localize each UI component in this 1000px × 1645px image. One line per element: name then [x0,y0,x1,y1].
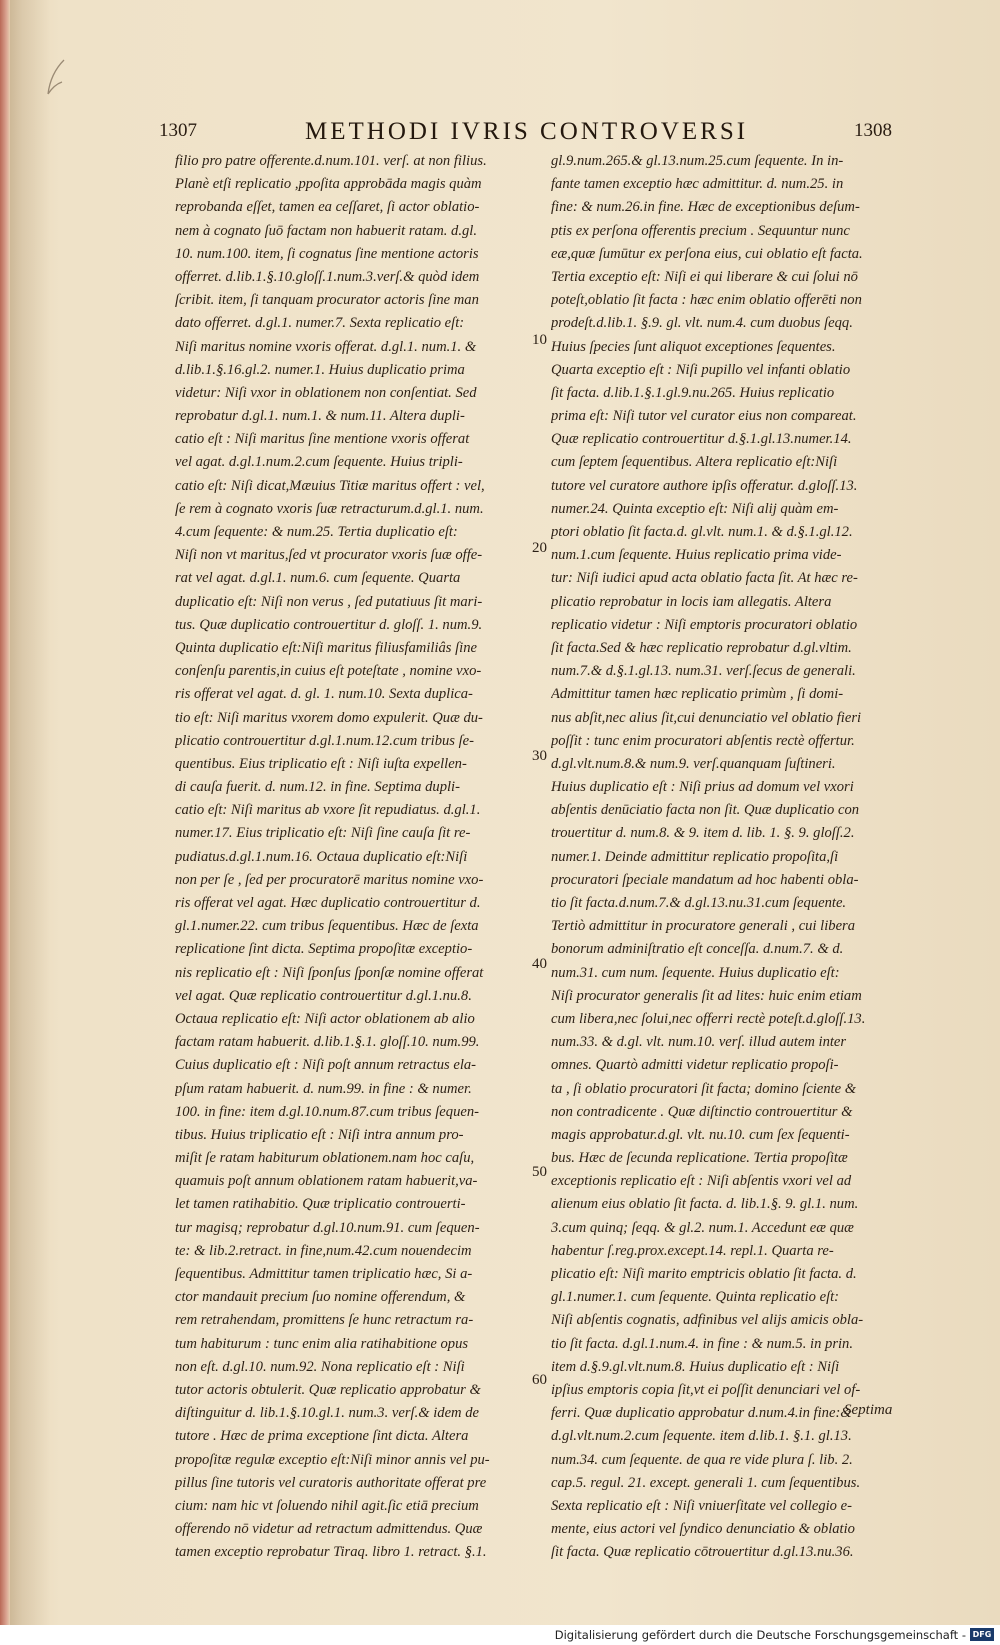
left-folio-number: 1307 [159,120,197,141]
text-line: tio ſit facta. d.gl.1.num.4. in fine : & num.5. in prin. [551,1335,854,1352]
text-line: poteſt,oblatio ſit facta : hæc enim oblatio offerēti non [551,292,862,309]
text-line: numer.24. Quinta exceptio eſt: Niſi alij quàm em- [551,500,839,517]
text-line: fante tamen exceptio hæc admittitur. d. num.25. in [551,176,844,193]
text-line: vel agat. Quæ replicatio controuertitur d.gl.1.nu.8. [175,987,472,1004]
text-line: tutor actoris obtulerit. Quæ replicatio approbatur & [175,1381,481,1398]
text-line: ctor mandauit precium ſuo nomine offerendum, & [175,1289,466,1306]
text-line: di cauſa fuerit. d. num.12. in fine. Septima dupli- [175,779,460,796]
text-line: exceptionis replicatio eſt : Niſi abſentis vxori vel ad [551,1173,852,1190]
text-line: fine: & num.26.in fine. Hæc de exceptionibus deſum- [551,199,860,216]
text-line: pudiatus.d.gl.1.num.16. Octaua duplicatio eſt:Niſi [175,848,468,865]
text-line: prodeſt.d.lib.1. §.9. gl. vlt. num.4. cum duobus ſeqq. [551,315,853,332]
text-line: Quarta exceptio eſt : Niſi pupillo vel infanti oblatio [551,361,851,378]
text-line: d.gl.vlt.num.2.cum ſequente. item d.lib.1. §.1. gl.13. [551,1428,852,1445]
text-line: tur magisq; reprobatur d.gl.10.num.91. cum ſequen- [175,1219,480,1236]
text-line: nus abſit,nec alius ſit,cui denunciatio vel oblatio fieri [551,709,862,726]
text-line: cum libera,nec ſolui,nec offerri rectè poteſt.d.gloſſ.13. [551,1010,866,1027]
text-line: non eſt. d.gl.10. num.92. Nona replicatio eſt : Niſi [175,1358,465,1375]
funding-credit: Digitalisierung gefördert durch die Deutsche Forschungsgemeinschaft - [554,1628,966,1642]
line-number: 30 [532,748,547,764]
line-number: 10 [532,332,547,348]
text-line: ptis ex perſona offerentis precium . Sequuntur nunc [551,222,850,239]
text-line: pſum ratam habuerit. d. num.99. in fine : & numer. [175,1080,472,1097]
text-line: te: & lib.2.retract. in fine,num.42.cum nouendecim [175,1242,472,1259]
text-line: quentibus. Eius triplicatio eſt : Niſi iuſta expellen- [175,755,467,772]
text-line: vel agat. d.gl.1.num.2.cum ſequente. Huius tripli- [175,454,463,471]
text-line: omnes. Quartò admitti videtur replicatio propoſi- [551,1057,839,1074]
text-line: cium: nam hic vt ſoluendo nihil agit.ſic etiā precium [175,1497,479,1514]
text-line: num.31. cum num. ſequente. Huius duplicatio eſt: [551,964,840,981]
text-line: propoſitæ regulæ exceptio eſt:Niſi minor annis vel pu- [175,1451,490,1468]
text-line: trouertitur d. num.8. & 9. item d. lib. 1. §. 9. gloſſ.2. [551,825,855,842]
binding-shadow [10,0,50,1625]
text-line: magis approbatur.d.gl. vlt. nu.10. cum ſex ſequenti- [551,1126,850,1143]
text-line: abſentis denūciatio facta non ſit. Quæ duplicatio con [551,802,860,819]
line-number: 20 [532,540,547,556]
text-line: ſit facta. Quæ replicatio cōtrouertitur d.gl.13.nu.36. [551,1544,854,1561]
text-line: eæ,quæ ſumūtur ex perſona eius, cui oblatio eſt facta. [551,245,863,262]
text-line: prima eſt: Niſi tutor vel curator eius non compareat. [551,408,857,425]
text-line: Niſi non vt maritus,ſed vt procurator vxoris ſuæ offe- [175,547,483,564]
pencil-mark-icon [42,58,72,98]
text-line: non per ſe , ſed per procuratorē maritus nomine vxo- [175,871,484,888]
text-line: gl.9.num.265.& gl.13.num.25.cum ſequente. In in- [551,153,844,169]
text-line: catio eſt: Niſi dicat,Mæuius Titiæ maritus offert : vel, [175,477,485,494]
text-line: pillus ſine tutoris vel curatoris authoritate offerat pre [175,1474,487,1491]
text-line: tutore vel curatore authore ipſis offeratur. d.gloſſ.13. [551,477,858,494]
text-line: reprobatur d.gl.1. num.1. & num.11. Altera dupli- [175,408,465,425]
right-text-column [551,150,891,1564]
text-line: catio eſt : Niſi maritus ſine mentione vxoris offerat [175,431,470,448]
text-line: tamen exceptio reprobatur Tiraq. libro 1. retract. §.1. [175,1544,487,1561]
text-line: cap.5. regul. 21. except. generali 1. cum ſequentibus. [551,1474,861,1491]
text-line: tio eſt: Niſi maritus vxorem domo expulerit. Quæ du- [175,709,483,726]
text-line: habentur ſ.reg.prox.except.14. repl.1. Quarta re- [551,1242,834,1259]
text-line: tutore . Hæc de prima exceptione ſint dicta. Altera [175,1428,469,1445]
text-line: Quinta duplicatio eſt:Niſi maritus filiusfamiliâs ſine [175,639,478,656]
text-line: 4.cum ſequente: & num.25. Tertia duplicatio eſt: [175,524,458,540]
text-line: ipſius emptoris copia ſit,vt ei poſſit denunciari vel of- [551,1381,861,1398]
text-line: mente, eius actori vel ſyndico denunciatio & oblatio [551,1521,855,1538]
text-line: filio pro patre offerente.d.num.101. verſ. at non filius. [175,153,487,169]
text-line: Admittitur tamen hæc replicatio primùm , ſi domi- [551,686,844,703]
text-line: factam ratam habuerit. d.lib.1.§.1. gloſſ.10. num.99. [175,1034,480,1051]
digitization-footer [0,1625,1000,1645]
text-line: ris offerat vel agat. d. gl. 1. num.10. Sexta duplica- [175,686,473,703]
text-line: offerendo nō videtur ad retractum admittendus. Quæ [175,1521,483,1538]
running-head: METHODI IVRIS CONTROVERSI [305,118,749,145]
text-line: 3.cum quinq; ſeqq. & gl.2. num.1. Accedunt eæ quæ [551,1219,854,1236]
page-edge [0,0,10,1625]
text-line: cum ſeptem ſequentibus. Altera replicatio eſt:Niſi [551,454,838,471]
text-line: gl.1.numer.22. cum tribus ſequentibus. Hæc de ſexta [175,918,479,935]
text-line: duplicatio eſt: Niſi non verus , ſed putatiuus ſit mari- [175,593,483,610]
text-line: replicatione ſint dicta. Septima propoſitæ exceptio- [175,941,473,958]
text-line: Planè etſi replicatio ,ppoſita approbāda magis quàm [175,176,482,193]
text-line: num.7.& d.§.1.gl.13. num.31. verſ.ſecus de generali. [551,663,856,680]
text-line: ſit facta. d.lib.1.§.1.gl.9.nu.265. Huius replicatio [551,384,835,401]
text-line: let tamen ratihabitio. Quæ triplicatio controuerti- [175,1196,466,1213]
text-line: d.lib.1.§.16.gl.2. numer.1. Huius duplicatio prima [175,361,465,378]
text-line: catio eſt: Niſi maritus ab vxore ſit repudiatus. d.gl.1. [175,802,481,819]
text-line: bonorum adminiſtratio eſt conceſſa. d.num.7. & d. [551,941,844,958]
text-line: poſſit : tunc enim procuratori abſentis rectè offertur. [551,732,855,749]
text-line: plicatio eſt: Niſi marito emptricis oblatio ſit facta. d. [551,1266,857,1282]
text-line: Huius ſpecies ſunt aliquot exceptiones ſequentes. [551,338,836,355]
text-line: num.1.cum ſequente. Huius replicatio prima vide- [551,547,842,564]
text-line: ſcribit. item, ſi tanquam procurator actoris ſine man [175,292,479,309]
text-line: Tertia exceptio eſt: Niſi ei qui liberare & cui ſolui nō [551,268,858,285]
text-line: Octaua replicatio eſt: Niſi actor oblationem ab alio [175,1010,475,1027]
text-line: quamuis poſt annum oblationem ratam habuerit,va- [175,1173,478,1190]
text-line: conſenſu parentis,in cuius eſt poteſtate , nomine vxo- [175,663,482,680]
text-line: tibus. Huius triplicatio eſt : Niſi intra annum pro- [175,1126,464,1143]
text-line: ſe rem à cognato vxoris ſuæ retracturum.d.gl.1. num. [175,500,484,517]
line-number: 40 [532,956,547,972]
text-line: rat vel agat. d.gl.1. num.6. cum ſequente. Quarta [175,570,461,587]
text-line: reprobanda eſſet, tamen ea ceſſaret, ſi actor oblatio- [175,199,480,216]
text-line: miſit ſe ratam habiturum oblationem.nam hoc caſu, [175,1150,475,1167]
text-line: Niſi abſentis cognatis, adfinibus vel alijs amicis obla- [551,1312,864,1329]
text-line: Niſi maritus nomine vxoris offerat. d.gl.1. num.1. & [175,338,477,355]
text-line: ſequentibus. Admittitur tamen triplicatio hæc, Si a- [175,1266,473,1282]
text-line: item d.§.9.gl.vlt.num.8. Huius duplicatio eſt : Niſi [551,1358,840,1375]
text-line: rem retrahendam, promittens ſe hunc retractum ra- [175,1312,474,1329]
text-line: ris offerat vel agat. Hæc duplicatio controuertitur d. [175,895,481,911]
text-line: ferri. Quæ duplicatio approbatur d.num.4.in fine:& [551,1405,852,1422]
text-line: num.33. & d.gl. vlt. num.10. verſ. illud autem inter [551,1034,847,1051]
text-line: bus. Hæc de ſecunda replicatione. Tertia propoſitæ [551,1150,848,1167]
text-line: alienum eius oblatio ſit facta. d. lib.1.§. 9. gl.1. num. [551,1196,859,1213]
right-folio-number: 1308 [854,120,892,141]
text-line: 100. in fine: item d.gl.10.num.87.cum tribus ſequen- [175,1103,479,1120]
text-line: numer.17. Eius triplicatio eſt: Niſi ſine cauſa ſit re- [175,825,471,842]
text-line: tum habiturum : tunc enim alia ratihabitione opus [175,1335,469,1352]
text-line: Quæ replicatio controuertitur d.§.1.gl.13.numer.14. [551,431,852,448]
text-line: offerret. d.lib.1.§.10.gloſſ.1.num.3.verſ.& quòd idem [175,268,480,285]
text-line: plicatio reprobatur in locis iam allegatis. Altera [551,593,832,610]
text-line: Niſi procurator generalis ſit ad lites: huic enim etiam [551,987,862,1004]
left-text-column [175,150,535,1564]
text-line: Tertiò admittitur in procuratore generali , cui libera [551,918,856,935]
text-line: procuratori ſpeciale mandatum ad hoc habenti obla- [551,871,859,888]
dfg-logo: DFG [970,1628,994,1641]
text-line: Huius duplicatio eſt : Niſi prius ad domum vel vxori [551,779,854,796]
text-line: nis replicatio eſt : Niſi ſponſus ſponſæ nomine offerat [175,964,484,981]
text-line: replicatio videtur : Niſi emptoris procuratori oblatio [551,616,858,633]
text-line: numer.1. Deinde admittitur replicatio propoſita,ſi [551,848,839,865]
text-line: diſtinguitur d. lib.1.§.10.gl.1. num.3. verſ.& idem de [175,1405,480,1422]
text-line: non contradicente . Quæ diſtinctio controuertitur & [551,1103,853,1120]
text-line: Sexta replicatio eſt : Niſi vniuerſitate vel collegio e- [551,1497,852,1514]
line-number: 60 [532,1372,547,1388]
text-line: d.gl.vlt.num.8.& num.9. verſ.quanquam ſuſtineri. [551,755,836,772]
text-line: 10. num.100. item, ſi cognatus ſine mentione actoris [175,245,479,262]
text-line: ta , ſi oblatio procuratori ſit facta; domino ſciente & [551,1080,857,1097]
text-line: tur: Niſi iudici apud acta oblatio facta ſit. At hæc re- [551,570,858,587]
text-line: nem à cognato ſuō factam non habuerit ratam. d.gl. [175,222,477,239]
text-line: ptori oblatio ſit facta.d. gl.vlt. num.1. & d.§.1.gl.12. [551,524,853,540]
text-line: gl.1.numer.1. cum ſequente. Quinta replicatio eſt: [551,1289,840,1306]
text-line: Cuius duplicatio eſt : Niſi poſt annum retractus ela- [175,1057,477,1074]
text-line: tio ſit facta.d.num.7.& d.gl.13.nu.31.cum ſequente. [551,895,847,911]
catchword: Septima [844,1402,893,1418]
line-number: 50 [532,1164,547,1180]
text-line: ſit facta.Sed & hæc replicatio reprobatur d.gl.vltim. [551,639,852,656]
text-line: plicatio controuertitur d.gl.1.num.12.cum tribus ſe- [175,732,475,749]
text-line: tus. Quæ duplicatio controuertitur d. gloſſ. 1. num.9. [175,616,483,633]
text-line: dato offerret. d.gl.1. numer.7. Sexta replicatio eſt: [175,315,465,332]
text-line: num.34. cum ſequente. de qua re vide plura ſ. lib. 2. [551,1451,853,1468]
text-line: videtur: Niſi vxor in oblationem non conſentiat. Sed [175,384,477,401]
